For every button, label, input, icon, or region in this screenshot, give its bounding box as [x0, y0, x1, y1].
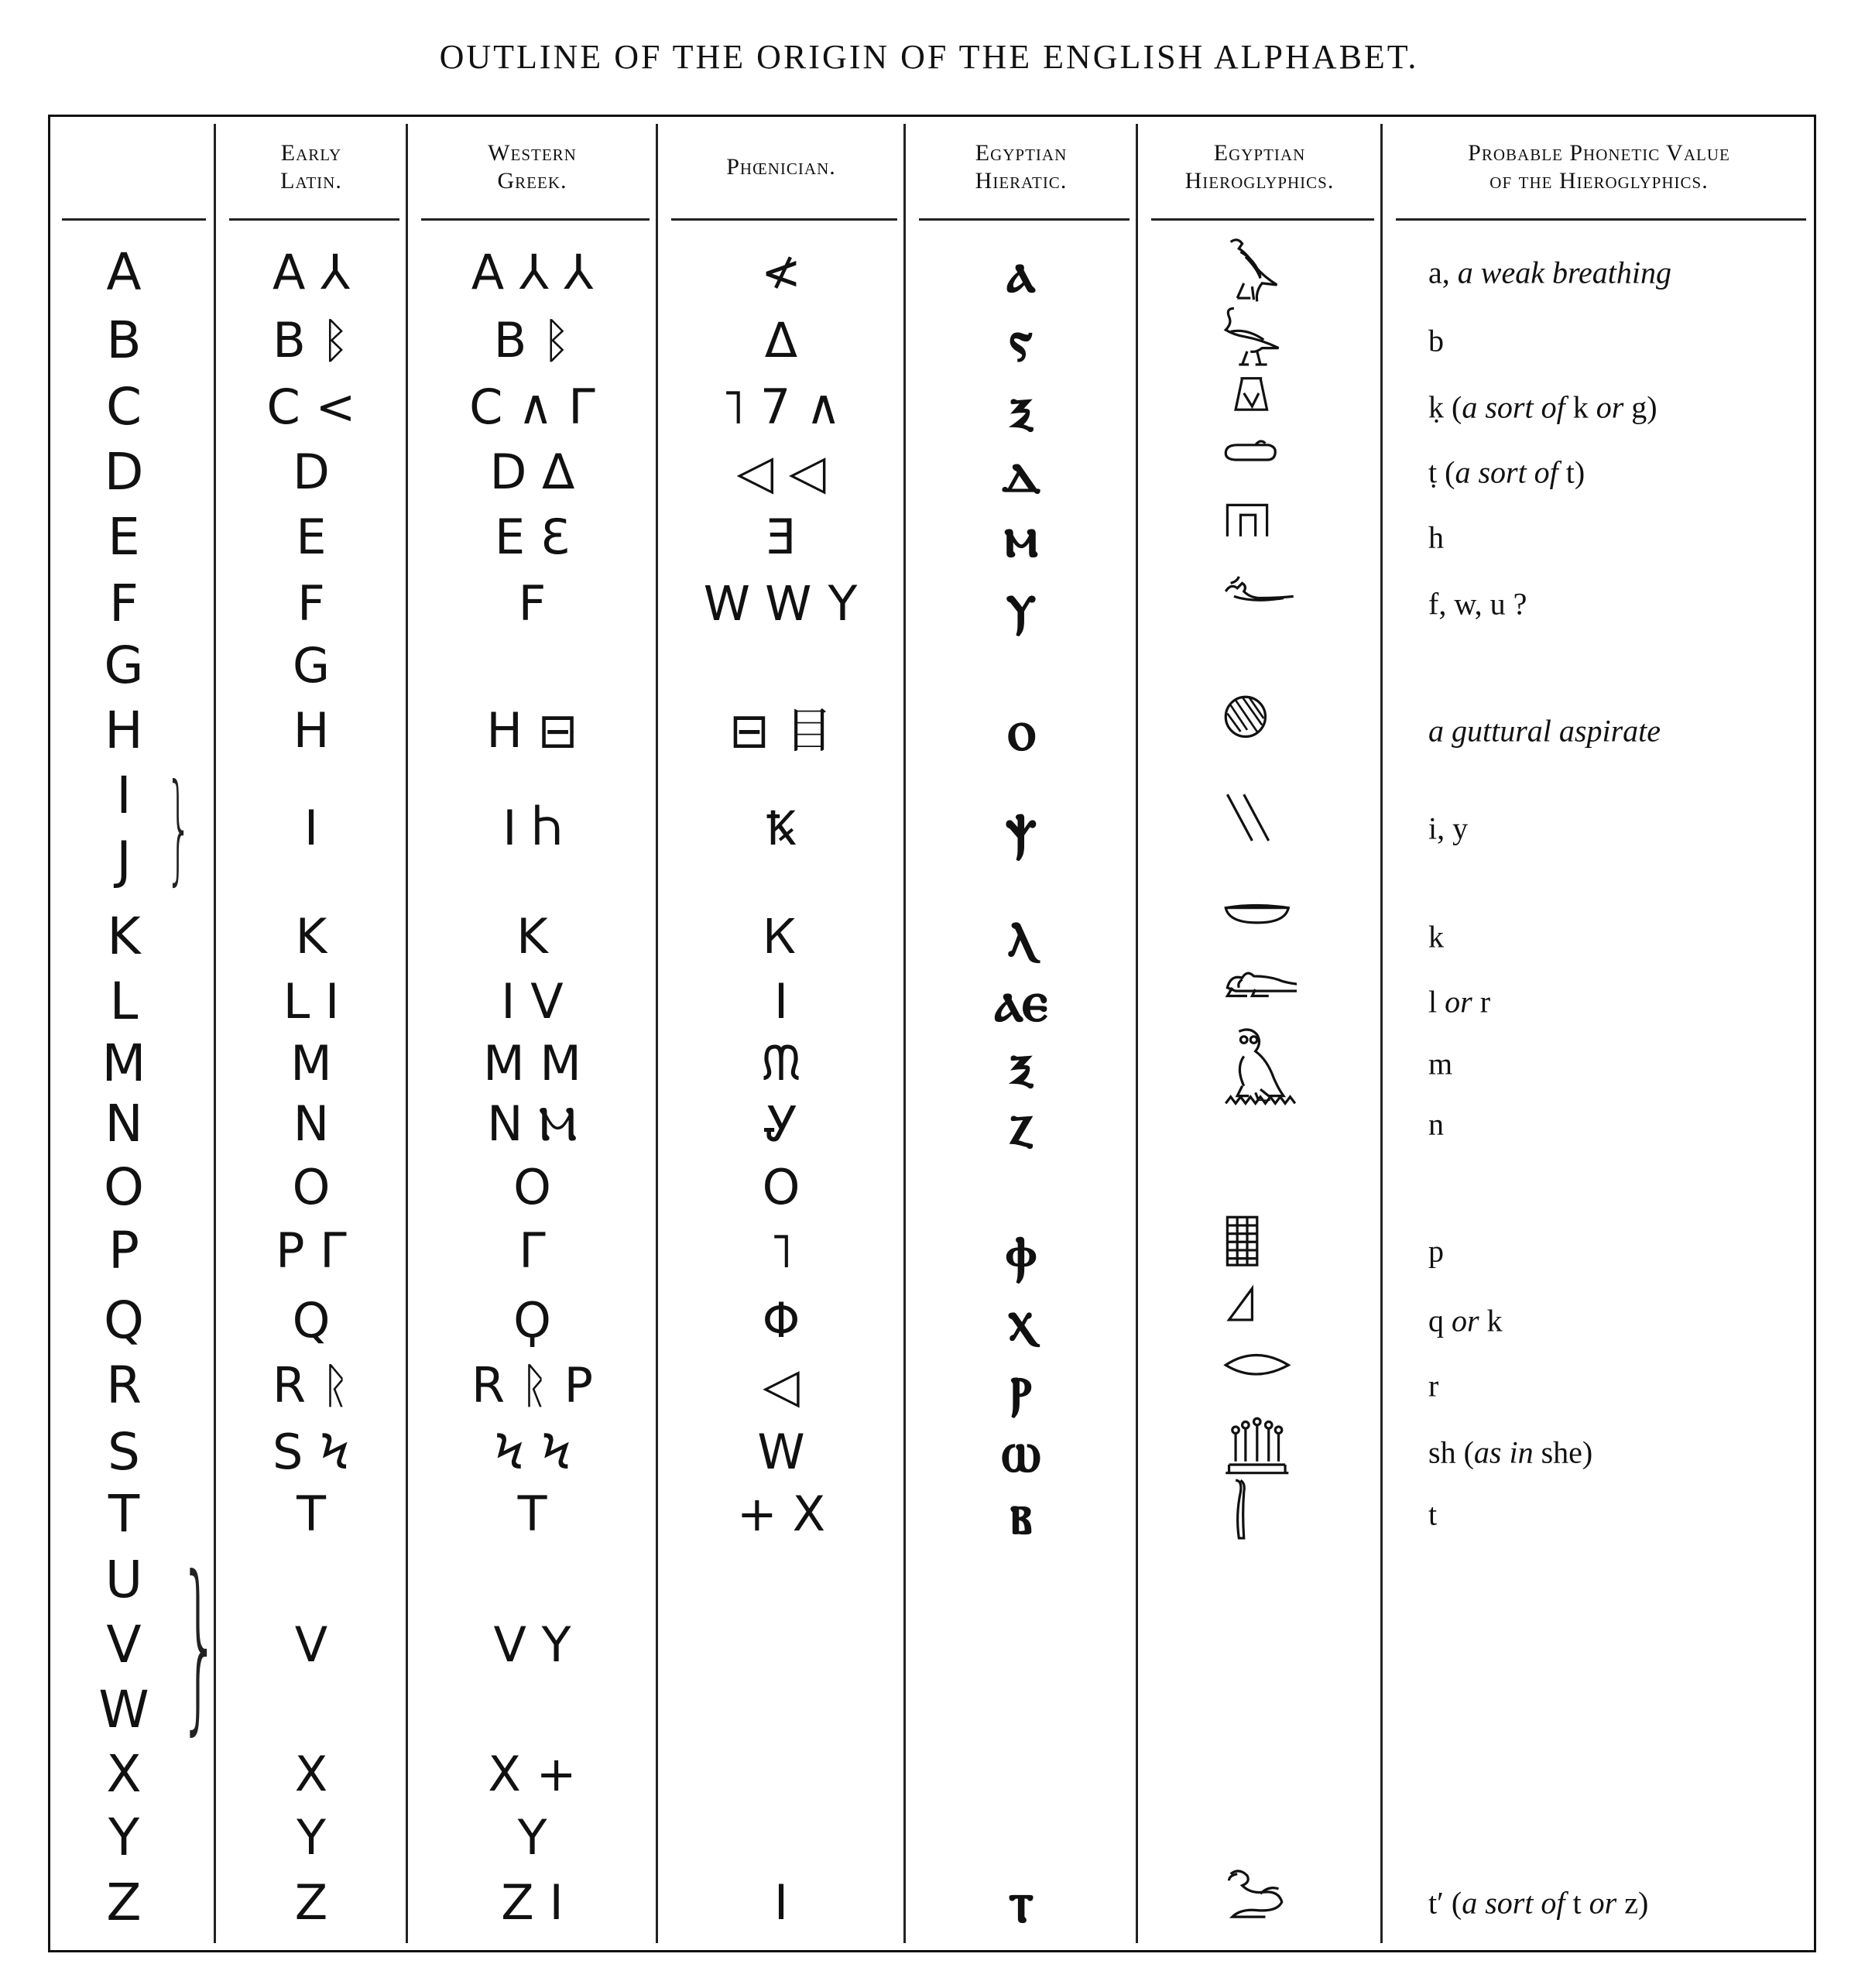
phonetic-value: t — [1428, 1496, 1438, 1532]
column-divider — [656, 124, 658, 1943]
header-line: Greek. — [497, 168, 567, 194]
english-letter: W — [98, 1680, 149, 1740]
greek-glyphs: K — [516, 908, 548, 965]
page-title: OUTLINE OF THE ORIGIN OF THE ENGLISH ALPHABET. — [439, 38, 1419, 76]
water-icon — [1222, 1087, 1297, 1161]
latin-glyphs: G — [292, 637, 331, 694]
greek-glyphs: H ⊟ — [486, 702, 578, 759]
greek-glyphs: Y — [517, 1809, 547, 1866]
latin-glyphs: S Ϟ — [273, 1424, 350, 1480]
header-line: Early — [280, 140, 342, 166]
phoenician-glyphs: W — [757, 1424, 805, 1480]
english-letter: N — [105, 1094, 143, 1153]
greek-glyphs: C ∧ Γ — [469, 379, 595, 435]
english-letter: F — [109, 574, 139, 633]
hieratic-glyph: ⲯ — [1006, 794, 1037, 862]
phonetic-value: t′ (a sort of t or z) — [1428, 1885, 1649, 1921]
latin-glyphs: O — [292, 1159, 331, 1215]
column-divider — [903, 124, 906, 1943]
english-letter: M — [101, 1033, 146, 1093]
english-letter: L — [109, 972, 139, 1031]
header-rule — [1396, 218, 1806, 221]
greek-glyphs: F — [518, 575, 547, 632]
english-letter: X — [106, 1744, 142, 1804]
phoenician-glyphs: ≮ — [761, 244, 801, 300]
header-line: Latin. — [280, 168, 342, 194]
header-phonetic-value — [1383, 139, 1815, 195]
phoenician-glyphs: Ꮍ — [763, 1095, 799, 1152]
greek-glyphs: O — [513, 1159, 551, 1215]
latin-glyphs: V — [294, 1616, 328, 1673]
phoenician-glyphs: Ꮶ — [764, 908, 798, 965]
latin-glyphs: Y — [297, 1809, 326, 1866]
greek-glyphs: N Ⲙ — [487, 1095, 578, 1152]
header-early-latin — [217, 139, 406, 195]
english-letter: S — [108, 1422, 140, 1482]
greek-glyphs: Ⅰ V — [501, 973, 564, 1030]
hieratic-glyph: ⲣ — [1010, 1352, 1032, 1419]
header-rule — [62, 218, 206, 221]
header-rule — [671, 218, 897, 221]
greek-glyphs: Ϟ Ϟ — [492, 1424, 572, 1480]
brace-glyph: } — [179, 1537, 221, 1752]
greek-glyphs: E Ꜫ — [495, 509, 570, 565]
english-letter: D — [104, 442, 144, 502]
stool-icon — [1222, 1214, 1297, 1288]
phonetic-value: h — [1428, 519, 1444, 555]
hieratic-glyph: ⲋ — [1010, 307, 1033, 374]
header-line: Egyptian — [975, 140, 1068, 166]
phonetic-value: l or r — [1428, 984, 1491, 1020]
header-line: Hieratic. — [975, 168, 1068, 194]
english-letter: Y — [108, 1808, 140, 1867]
header-western-greek — [409, 139, 656, 195]
hieratic-glyph: ⲧ — [1008, 1869, 1034, 1936]
hieratic-glyph: ⲫ — [1006, 1217, 1037, 1284]
phoenician-glyphs: ⊟ 目 — [729, 702, 833, 759]
greek-glyphs: Z I — [501, 1874, 564, 1931]
phoenician-glyphs: ˥ — [769, 1222, 794, 1279]
header-egyptian-hieroglyphics — [1139, 139, 1380, 195]
latin-glyphs: N — [293, 1095, 330, 1152]
header-line: Hieroglyphics. — [1184, 168, 1335, 194]
phoenician-glyphs: Ꝅ — [766, 800, 797, 856]
phonetic-value: n — [1428, 1106, 1444, 1142]
phoenician-glyphs: Ꮃ Ꮃ Y — [704, 575, 858, 632]
latin-glyphs: K — [295, 908, 327, 965]
phoenician-glyphs: O — [762, 1159, 800, 1215]
phonetic-value: p — [1428, 1233, 1444, 1269]
header-rule — [229, 218, 399, 221]
phoenician-glyphs: + X — [736, 1486, 826, 1542]
latin-glyphs: H — [293, 702, 330, 759]
english-letter: J — [116, 831, 132, 890]
hieratic-glyph: ⲃ — [1010, 1480, 1033, 1548]
phoenician-glyphs: ◁ — [763, 1357, 800, 1414]
vulture-icon — [1222, 235, 1297, 310]
brace-glyph: } — [165, 759, 193, 897]
english-letter: G — [104, 636, 144, 695]
phonetic-value: ṭ (a sort of t) — [1428, 454, 1585, 490]
english-letter: Q — [104, 1290, 144, 1350]
phoenician-glyphs: ᙏ — [761, 1035, 801, 1092]
latin-glyphs: Z — [294, 1874, 328, 1931]
phonetic-value: ḳ (a sort of k or g) — [1428, 389, 1657, 425]
english-letter: C — [105, 377, 142, 437]
latin-glyphs: Q — [292, 1292, 331, 1349]
english-letter: O — [104, 1157, 144, 1217]
serpent-icon — [1222, 1866, 1297, 1940]
hieratic-glyph: ⲁⲉ — [994, 968, 1048, 1035]
header-line: of the Hieroglyphics. — [1489, 168, 1709, 194]
hieratic-glyph: ⲭ — [1007, 1287, 1035, 1354]
reed-strokes-icon — [1222, 791, 1297, 865]
hieratic-glyph: ⲱ — [1001, 1418, 1041, 1486]
phonetic-value: a guttural aspirate — [1428, 713, 1661, 749]
phonetic-value: q or k — [1428, 1303, 1503, 1338]
phoenician-glyphs: ◁ ◁ — [736, 444, 826, 500]
hieratic-glyph: ⲍ — [1010, 1090, 1033, 1157]
horned-viper-icon — [1222, 567, 1297, 641]
latin-glyphs: F — [297, 575, 325, 632]
latin-glyphs: T — [297, 1486, 326, 1542]
hieratic-glyph: ⲝ — [1010, 373, 1032, 440]
phoenician-glyphs: Ⅰ — [773, 973, 789, 1030]
english-letter: Z — [106, 1873, 142, 1932]
latin-glyphs: I — [303, 800, 319, 856]
mouth-icon — [1222, 1349, 1297, 1423]
phoenician-glyphs: I — [773, 1874, 789, 1931]
crane-icon — [1222, 303, 1297, 378]
english-letter: P — [108, 1221, 139, 1280]
greek-glyphs: T — [517, 1486, 547, 1542]
english-letter: E — [108, 507, 140, 567]
hill-slope-icon — [1222, 1284, 1297, 1358]
hieratic-glyph: ⲝ — [1010, 1030, 1032, 1097]
greek-glyphs: D Δ — [489, 444, 575, 500]
english-letter: A — [106, 242, 142, 302]
greek-glyphs: Γ — [519, 1222, 546, 1279]
phonetic-value: m — [1428, 1046, 1453, 1081]
phonetic-value: r — [1428, 1368, 1439, 1404]
phonetic-value: a, a weak breathing — [1428, 255, 1672, 290]
greek-glyphs: X + — [488, 1746, 577, 1802]
tongs-icon — [1222, 1477, 1297, 1551]
column-divider — [406, 124, 408, 1943]
sieve-icon — [1222, 694, 1297, 768]
phonetic-value: i, y — [1428, 811, 1469, 846]
english-letter: R — [106, 1356, 142, 1415]
header-rule — [421, 218, 650, 221]
phonetic-value: sh (as in she) — [1428, 1434, 1593, 1470]
courtyard-icon — [1222, 500, 1297, 574]
greek-glyphs: I Ⴙ — [502, 800, 562, 856]
latin-glyphs: B ᛒ — [273, 312, 350, 368]
hieratic-glyph: ⲩ — [1006, 570, 1037, 637]
header-phoenician — [659, 153, 903, 181]
phonetic-value: f, w, u ? — [1428, 586, 1527, 622]
latin-glyphs: E — [296, 509, 327, 565]
hand-icon — [1222, 435, 1297, 509]
latin-glyphs: P Γ — [276, 1222, 347, 1279]
column-divider — [1136, 124, 1138, 1943]
header-line: Phœnician. — [726, 154, 836, 180]
header-rule — [919, 218, 1130, 221]
basket-icon — [1222, 900, 1297, 974]
english-letter: I — [116, 766, 132, 825]
greek-glyphs: M M — [483, 1035, 581, 1092]
header-line: Egyptian — [1213, 140, 1306, 166]
header-line: Probable Phonetic Value — [1468, 140, 1730, 166]
phoenician-glyphs: ˥ 7 ∧ — [721, 379, 842, 435]
english-letter: U — [105, 1550, 143, 1609]
greek-glyphs: R ᚱ P — [471, 1357, 594, 1414]
english-letter: H — [105, 701, 143, 760]
throne-icon — [1222, 370, 1297, 444]
english-letter: B — [106, 310, 142, 370]
phoenician-glyphs: ᐃ — [764, 312, 798, 368]
latin-glyphs: A ⅄ — [273, 244, 350, 300]
english-letter: V — [106, 1615, 142, 1674]
hieratic-glyph: ⲙ — [1004, 503, 1038, 571]
header-rule — [1151, 218, 1374, 221]
latin-glyphs: M — [290, 1035, 332, 1092]
header-egyptian-hieratic — [907, 139, 1136, 195]
header-line: Western — [488, 140, 577, 166]
greek-glyphs: V Y — [493, 1616, 571, 1673]
column-divider — [1380, 124, 1383, 1943]
greek-glyphs: Ϙ — [513, 1292, 551, 1349]
english-letter: T — [108, 1484, 140, 1544]
hieratic-glyph: ⲗ — [1007, 903, 1035, 970]
hieratic-glyph: ⲁ — [1006, 238, 1036, 306]
latin-glyphs: X — [294, 1746, 328, 1802]
hieratic-glyph: ⲇ — [1001, 438, 1041, 506]
latin-glyphs: D — [293, 444, 330, 500]
phoenician-glyphs: Φ — [762, 1292, 800, 1349]
hieratic-glyph: ⲟ — [1006, 697, 1036, 764]
latin-glyphs: R ᚱ — [273, 1357, 350, 1414]
latin-glyphs: C < — [266, 379, 356, 435]
latin-glyphs: L Ⅰ — [283, 973, 340, 1030]
greek-glyphs: B ᛒ — [493, 312, 571, 368]
greek-glyphs: A ⅄ ⅄ — [471, 244, 594, 300]
phoenician-glyphs: Ǝ — [766, 509, 797, 565]
phonetic-value: b — [1428, 323, 1444, 358]
english-letter: K — [107, 907, 141, 966]
phonetic-value: k — [1428, 919, 1444, 955]
